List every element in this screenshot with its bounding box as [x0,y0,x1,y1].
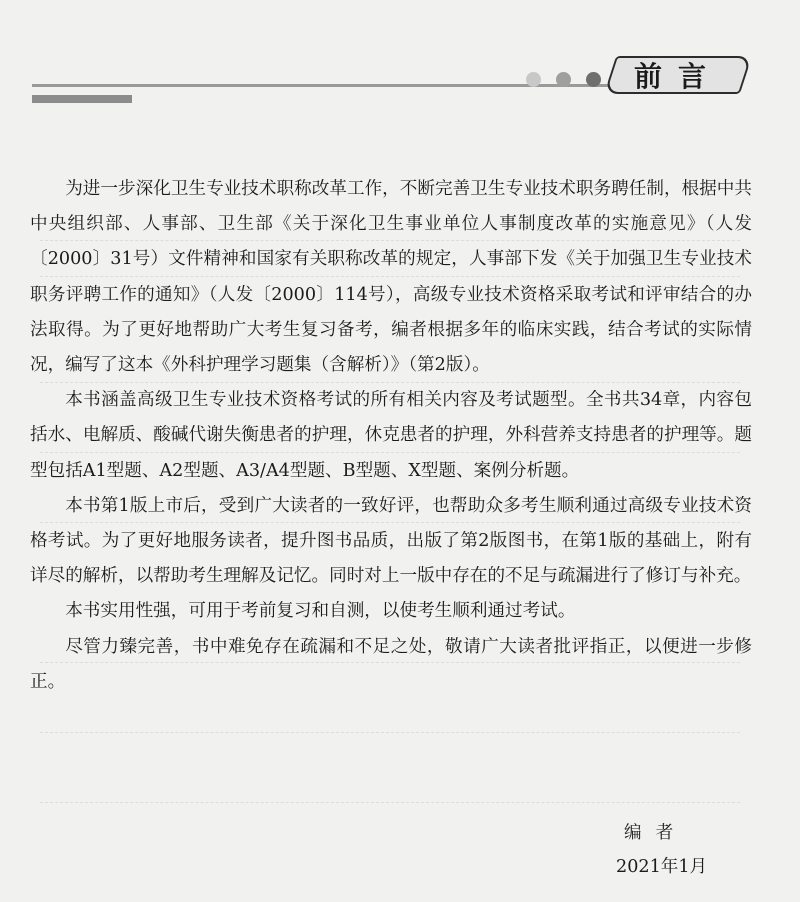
header-dot-icon [556,72,571,87]
header-dot-icon [586,72,601,87]
header-dot-icon [526,72,541,87]
paragraph: 本书实用性强，可用于考前复习和自测，以使考生顺利通过考试。 [65,601,576,622]
paragraph: 为进一步深化卫生专业技术职称改革工作，不断完善卫生专业技术职务聘任制，根据中共中央组织部、人事部、卫生部《关于深化卫生事业单位人事制度改革的实施意见》（人发〔2000〕31号）文件精神和国家有关职称改革的规定，人事部下发《关于加强卫生专业技术职务评聘工作的通知》（人发〔2000〕114号），高级专业技术资格采取考试和评审结合的办法取得。为了更好地帮助广大考生复习备考，编者根据多年的临床实践，结合考试的实际情况，编写了这本《外科护理学习题集（含解析）》（第2版）。 [30,179,752,376]
header-accent-bar [32,95,132,103]
signoff-date: 2021年1月 [616,857,708,877]
paragraph: 本书涵盖高级卫生专业技术资格考试的所有相关内容及考试题型。全书共34章，内容包括水、电解质、酸碱代谢失衡患者的护理，休克患者的护理，外科营养支持患者的护理等。题型包括A1型题、A2型题、A3/A4型题、B型题、X型题、案例分析题。 [30,390,752,481]
paragraph: 本书第1版上市后，受到广大读者的一致好评，也帮助众多考生顺利通过高级专业技术资格考试。为了更好地服务读者，提升图书品质，出版了第2版图书，在第1版的基础上，附有详尽的解析，以帮助考生理解及记忆。同时对上一版中存在的不足与疏漏进行了修订与补充。 [30,495,752,587]
author-signature: 编者 [624,823,688,843]
page-title: 前言 [633,60,722,93]
signoff [560,816,760,884]
paragraph: 尽管力臻完善，书中难免存在疏漏和不足之处，敬请广大读者批评指正，以便进一步修正。 [30,636,752,692]
preface-body [30,172,752,700]
